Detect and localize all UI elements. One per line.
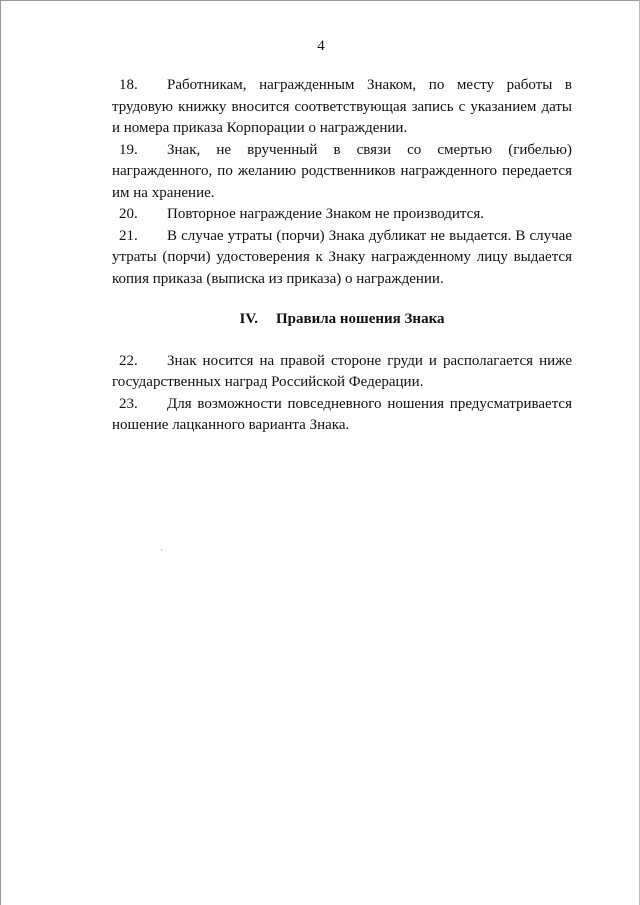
paragraph-text: В случае утраты (порчи) Знака дубликат не выдается. В случае утраты (порчи) удостоверения к Знаку награжденному лицу выдается копия приказа (выписка из приказа) о награждении. [112, 227, 572, 287]
paragraph-number: 23. [119, 395, 138, 412]
section-roman-numeral: IV. [239, 311, 258, 327]
document-body [112, 75, 572, 437]
paragraph-text: Для возможности повседневного ношения предусматривается ношение лацканного варианта Знака. [112, 395, 572, 433]
paragraph-23 [112, 394, 572, 437]
paragraph-number: 18. [119, 77, 138, 93]
paragraph-20 [112, 204, 572, 226]
scan-speck [161, 549, 162, 551]
paragraph-number: 21. [119, 227, 138, 244]
paragraph-text: Знак носится на правой стороне груди и располагается ниже государственных наград Российской Федерации. [112, 352, 572, 390]
paragraph-text: Знак, не врученный в связи со смертью (гибелью) награжденного, по желанию родственников награжденного передается им на хранение. [112, 141, 572, 201]
paragraph-18 [112, 75, 572, 140]
section-heading [112, 290, 572, 351]
page-number: 4 [317, 38, 325, 54]
paragraph-22 [112, 351, 572, 394]
paragraph-text: Работникам, награжденным Знаком, по месту работы в трудовую книжку вносится соответствующая запись с указанием даты и номера приказа Корпорации о награждении. [112, 77, 572, 136]
paragraph-number: 22. [119, 352, 138, 369]
paragraph-number: 20. [119, 206, 138, 222]
paragraph-19 [112, 140, 572, 205]
paragraph-text: Повторное награждение Знаком не производится. [167, 206, 484, 222]
paragraph-number: 19. [119, 141, 138, 158]
section-title-text: Правила ношения Знака [275, 311, 445, 327]
paragraph-21 [112, 226, 572, 291]
